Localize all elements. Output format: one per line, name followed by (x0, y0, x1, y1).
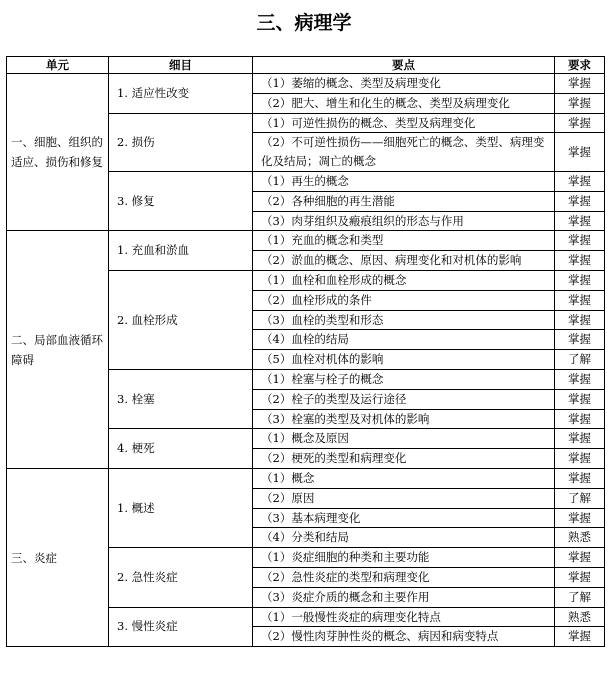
header-points: 要点 (253, 57, 555, 74)
point-cell: （3）血栓的类型和形态 (253, 310, 555, 330)
sub-cell: 2. 急性炎症 (109, 548, 253, 607)
table-row (7, 468, 605, 488)
requirement-cell: 掌握 (555, 171, 605, 191)
point-cell: （2）各种细胞的再生潜能 (253, 191, 555, 211)
point-cell: （1）栓塞与栓子的概念 (253, 369, 555, 389)
point-cell: （1）概念及原因 (253, 429, 555, 449)
requirement-cell: 了解 (555, 488, 605, 508)
point-cell: （5）血栓对机体的影响 (253, 350, 555, 370)
requirement-cell: 了解 (555, 587, 605, 607)
point-cell: （1）萎缩的概念、类型及病理变化 (253, 74, 555, 94)
header-row (7, 57, 605, 74)
requirement-cell: 掌握 (555, 567, 605, 587)
table-row (7, 231, 605, 251)
requirement-cell: 掌握 (555, 290, 605, 310)
requirement-cell: 掌握 (555, 113, 605, 133)
requirement-cell: 掌握 (555, 369, 605, 389)
sub-cell: 2. 损伤 (109, 113, 253, 171)
requirement-cell: 掌握 (555, 409, 605, 429)
point-cell: （2）原因 (253, 488, 555, 508)
sub-cell: 2. 血栓形成 (109, 270, 253, 369)
unit-cell: 一、细胞、组织的适应、损伤和修复 (7, 74, 109, 231)
requirement-cell: 熟悉 (555, 528, 605, 548)
sub-cell: 1. 概述 (109, 468, 253, 547)
requirement-cell: 掌握 (555, 627, 605, 647)
requirement-cell: 掌握 (555, 211, 605, 231)
point-cell: （4）血栓的结局 (253, 330, 555, 350)
unit-cell: 三、炎症 (7, 468, 109, 646)
point-cell: （2）淤血的概念、原因、病理变化和对机体的影响 (253, 251, 555, 271)
requirement-cell: 掌握 (555, 389, 605, 409)
requirement-cell: 掌握 (555, 468, 605, 488)
requirement-cell: 掌握 (555, 74, 605, 94)
sub-cell: 1. 适应性改变 (109, 74, 253, 114)
point-cell: （2）慢性肉芽肿性炎的概念、病因和病变特点 (253, 627, 555, 647)
point-cell: （2）梗死的类型和病理变化 (253, 449, 555, 469)
unit-cell: 二、局部血液循环障碍 (7, 231, 109, 469)
sub-cell: 4. 梗死 (109, 429, 253, 469)
sub-cell: 3. 修复 (109, 171, 253, 230)
point-cell: （2）肥大、增生和化生的概念、类型及病理变化 (253, 93, 555, 113)
point-cell: （2）栓子的类型及运行途径 (253, 389, 555, 409)
point-cell: （3）炎症介质的概念和主要作用 (253, 587, 555, 607)
point-cell: （1）再生的概念 (253, 171, 555, 191)
point-cell: （3）基本病理变化 (253, 508, 555, 528)
header-unit: 单元 (7, 57, 109, 74)
point-cell: （3）栓塞的类型及对机体的影响 (253, 409, 555, 429)
requirement-cell: 掌握 (555, 93, 605, 113)
point-cell: （2）急性炎症的类型和病理变化 (253, 567, 555, 587)
sub-cell: 1. 充血和淤血 (109, 231, 253, 271)
table-body (7, 74, 605, 647)
point-cell: （1）可逆性损伤的概念、类型及病理变化 (253, 113, 555, 133)
requirement-cell: 掌握 (555, 191, 605, 211)
point-cell: （1）炎症细胞的种类和主要功能 (253, 548, 555, 568)
requirement-cell: 掌握 (555, 548, 605, 568)
sub-cell: 3. 栓塞 (109, 369, 253, 428)
requirement-cell: 熟悉 (555, 607, 605, 627)
point-cell: （2）不可逆性损伤——细胞死亡的概念、类型、病理变化及结局；凋亡的概念 (253, 133, 555, 172)
header-sub: 细目 (109, 57, 253, 74)
requirement-cell: 掌握 (555, 449, 605, 469)
requirement-cell: 了解 (555, 350, 605, 370)
requirement-cell: 掌握 (555, 508, 605, 528)
point-cell: （1）概念 (253, 468, 555, 488)
header-req: 要求 (555, 57, 605, 74)
requirement-cell: 掌握 (555, 429, 605, 449)
point-cell: （1）血栓和血栓形成的概念 (253, 270, 555, 290)
requirement-cell: 掌握 (555, 231, 605, 251)
table-row (7, 74, 605, 94)
requirement-cell: 掌握 (555, 133, 605, 172)
point-cell: （1）一般慢性炎症的病理变化特点 (253, 607, 555, 627)
page-title: 三、病理学 (256, 12, 352, 34)
requirement-cell: 掌握 (555, 310, 605, 330)
requirement-cell: 掌握 (555, 251, 605, 271)
requirement-cell: 掌握 (555, 330, 605, 350)
point-cell: （1）充血的概念和类型 (253, 231, 555, 251)
sub-cell: 3. 慢性炎症 (109, 607, 253, 647)
point-cell: （3）肉芽组织及瘢痕组织的形态与作用 (253, 211, 555, 231)
point-cell: （4）分类和结局 (253, 528, 555, 548)
syllabus-table (6, 56, 605, 647)
point-cell: （2）血栓形成的条件 (253, 290, 555, 310)
requirement-cell: 掌握 (555, 270, 605, 290)
